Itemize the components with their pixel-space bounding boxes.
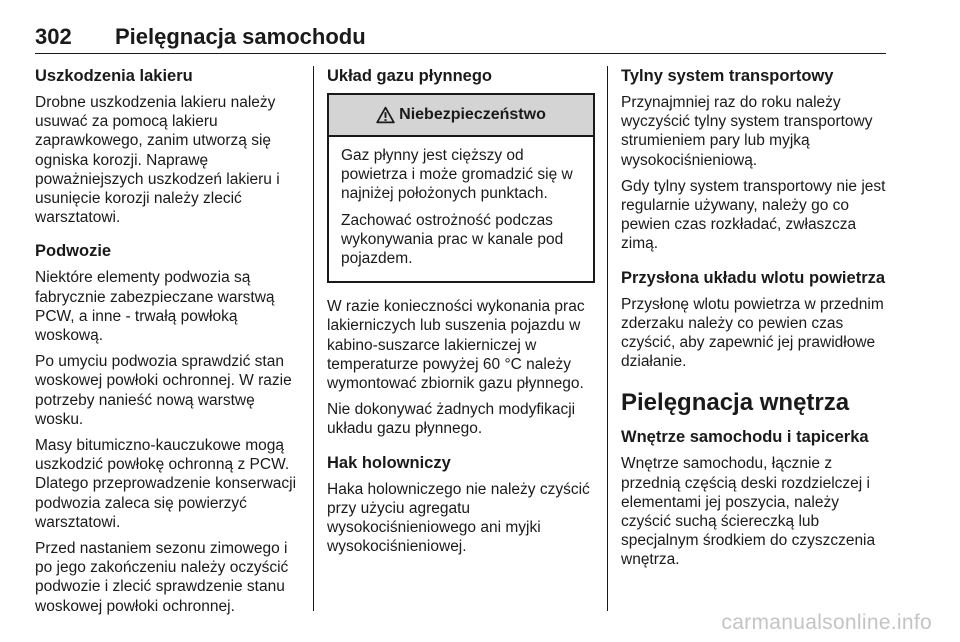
heading-rear-carrier: Tylny system transportowy	[621, 67, 834, 85]
column-divider-left	[313, 66, 314, 611]
warning-triangle-icon	[376, 106, 395, 124]
danger-warning-box	[327, 93, 595, 283]
paragraph-paint-damage: Drobne uszkodzenia lakieru należy usuwać za pomocą lakieru zaprawkowego, zanim utworzą się ogniska korozji. Naprawę poważniejszych uszkodzeń lakieru i usunięcie korozji należy zlecić warsztatowi.	[35, 94, 280, 227]
paragraph-rear-carrier-1: Przynajmniej raz do roku należy wyczyścić tylny system transportowy strumieniem pary lub myjką wysokociśnieniową.	[621, 94, 873, 169]
paragraph-lpg-1: W razie konieczności wykonania prac lakierniczych lub suszenia pojazdu w kabino-suszarce lakierniczej w temperaturze powyżej 60 °C należy wymontować zbiornik gazu płynnego.	[327, 298, 585, 393]
paragraph-underbody-2: Po umyciu podwozia sprawdzić stan woskowej powłoki ochronnej. W razie potrzeby nanieść nową warstwę wosku.	[35, 353, 292, 428]
heading-lpg-system: Układ gazu płynnego	[327, 67, 493, 85]
column-left	[35, 66, 301, 623]
warning-body	[329, 137, 593, 281]
paragraph-underbody-3: Masy bitumiczno-kauczukowe mogą uszkodzić powłokę ochronną z PCW. Dlatego przeprowadzenie konserwacji podwozia zaleca się powierzyć warsztatowi.	[35, 437, 297, 531]
chapter-title: Pielęgnacja samochodu	[115, 24, 366, 49]
heading-interior-upholstery: Wnętrze samochodu i tapicerka	[621, 428, 869, 447]
warning-text-2: Zachować ostrożność podczas wykonywania prac w kanale pod pojazdem.	[341, 211, 564, 268]
column-divider-right	[607, 66, 608, 611]
heading-air-intake-shutter: Przysłona układu wlotu powietrza	[621, 268, 886, 287]
heading-interior-care: Pielęgnacja wnętrza	[621, 389, 850, 417]
paragraph-underbody-1: Niektóre elementy podwozia są fabrycznie zabezpieczane warstwą PCW, a inne - trwałą powłoką woskową.	[35, 269, 275, 345]
heading-paint-damage: Uszkodzenia lakieru	[35, 67, 193, 85]
column-right	[621, 66, 889, 577]
warning-text-1: Gaz płynny jest cięższy od powietrza i może gromadzić się w najniżej położonych punktach.	[341, 147, 573, 203]
column-middle	[327, 66, 595, 563]
watermark: carmanualsonline.info	[721, 611, 932, 634]
paragraph-interior-upholstery: Wnętrze samochodu, łącznie z przednią częścią deski rozdzielczej i elementami jej poszycia, należy czyścić suchą ściereczką lub specjalnym środkiem do czyszczenia wnętrza.	[621, 455, 876, 569]
warning-header	[329, 95, 593, 137]
heading-underbody: Podwozie	[35, 242, 112, 261]
paragraph-underbody-4: Przed nastaniem sezonu zimowego i po jego zakończeniu należy oczyścić podwozie i zlecić sprawdzenie stanu woskowej powłoki ochronnej.	[35, 540, 289, 615]
paragraph-air-intake-shutter: Przysłonę wlotu powietrza w przednim zderzaku należy co pewien czas czyścić, aby zapewnić jej prawidłowe działanie.	[621, 295, 884, 371]
page-header	[35, 24, 886, 54]
paragraph-towbar: Haka holowniczego nie należy czyścić przy użyciu agregatu wysokociśnieniowego ani myjki wysokociśnieniowej.	[327, 480, 590, 556]
warning-title: Niebezpieczeństwo	[399, 106, 546, 124]
paragraph-lpg-2: Nie dokonywać żadnych modyfikacji układu gazu płynnego.	[327, 401, 576, 438]
heading-towbar: Hak holowniczy	[327, 453, 451, 472]
page-number: 302	[35, 24, 72, 49]
paragraph-rear-carrier-2: Gdy tylny system transportowy nie jest regularnie używany, należy go co pewien czas rozkładać, zwłaszcza zimą.	[621, 177, 886, 253]
header-rule	[35, 53, 886, 54]
